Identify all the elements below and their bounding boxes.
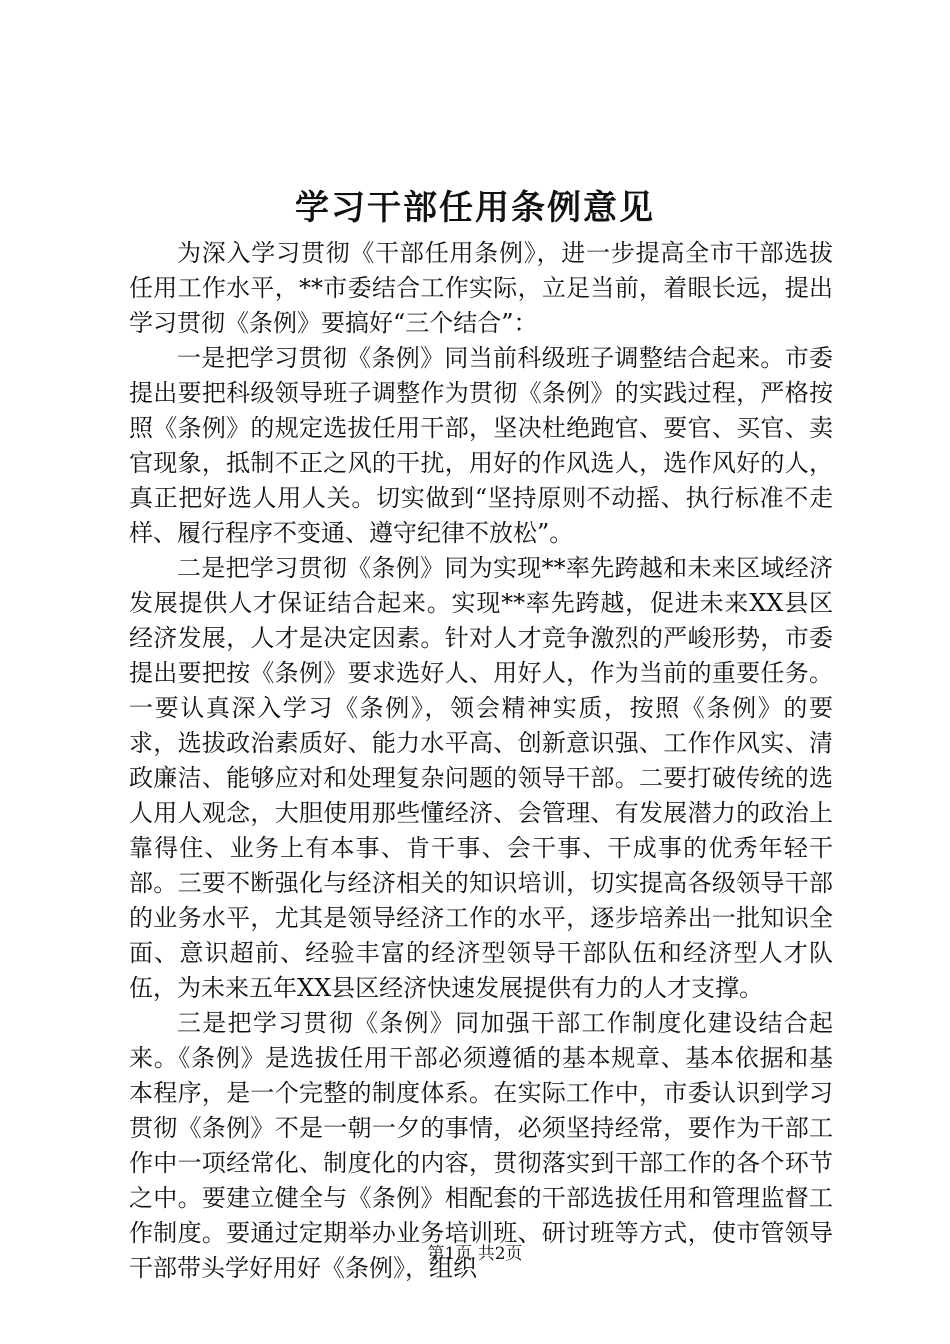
paragraph-second-combination: 二是把学习贯彻《条例》同为实现**率先跨越和未来区域经济发展提供人才保证结合起来。实现**率先跨越，促进未来XX县区经济发展，人才是决定因素。针对人才竞争激烈的严峻形势，市委提出要把按《条例》要求选好人、用好人，作为当前的重要任务。一要认真深入学习《条例》，领会精神实质，按照《条例》的要求，选拔政治素质好、能力水平高、创新意识强、工作作风实、清政廉洁、能够应对和处理复杂问题的领导干部。二要打破传统的选人用人观念，大胆使用那些懂经济、会管理、有发展潜力的政治上靠得住、业务上有本事、肯干事、会干事、干成事的优秀年轻干部。三要不断强化与经济相关的知识培训，切实提高各级领导干部的业务水平，尤其是领导经济工作的水平，逐步培养出一批知识全面、意识超前、经验丰富的经济型领导干部队伍和经济型人才队伍，为未来五年XX县区经济快速发展提供有力的人才支撑。 [129, 554, 833, 1002]
paragraph-intro: 为深入学习贯彻《干部任用条例》，进一步提高全市干部选拔任用工作水平，**市委结合工作实际，立足当前，着眼长远，提出学习贯彻《条例》要搞好“三个结合”： [129, 239, 833, 337]
paragraph-first-combination: 一是把学习贯彻《条例》同当前科级班子调整结合起来。市委提出要把科级领导班子调整作为贯彻《条例》的实践过程，严格按照《条例》的规定选拔任用干部，坚决杜绝跑官、要官、买官、卖官现象，抵制不正之风的干扰，用好的作风选人，选作风好的人，真正把好选人用人关。切实做到“坚持原则不动摇、执行标准不走样、履行程序不变通、遵守纪律不放松”。 [129, 344, 833, 547]
document-body [129, 236, 833, 1286]
page-number-footer: 第1页 共2页 [427, 1244, 523, 1264]
paragraph-third-combination: 三是把学习贯彻《条例》同加强干部工作制度化建设结合起来。《条例》是选拔任用干部必须遵循的基本规章、基本依据和基本程序，是一个完整的制度体系。在实际工作中，市委认识到学习贯彻《条例》不是一朝一夕的事情，必须坚持经常，要作为干部工作中一项经常化、制度化的内容，贯彻落实到干部工作的各个环节之中。要建立健全与《条例》相配套的干部选拔任用和管理监督工作制度。要通过定期举办业务培训班、研讨班等方式，使市管领导干部带头学好用好《条例》，组织 [129, 1009, 833, 1282]
document-title: 学习干部任用条例意见 [295, 188, 655, 228]
